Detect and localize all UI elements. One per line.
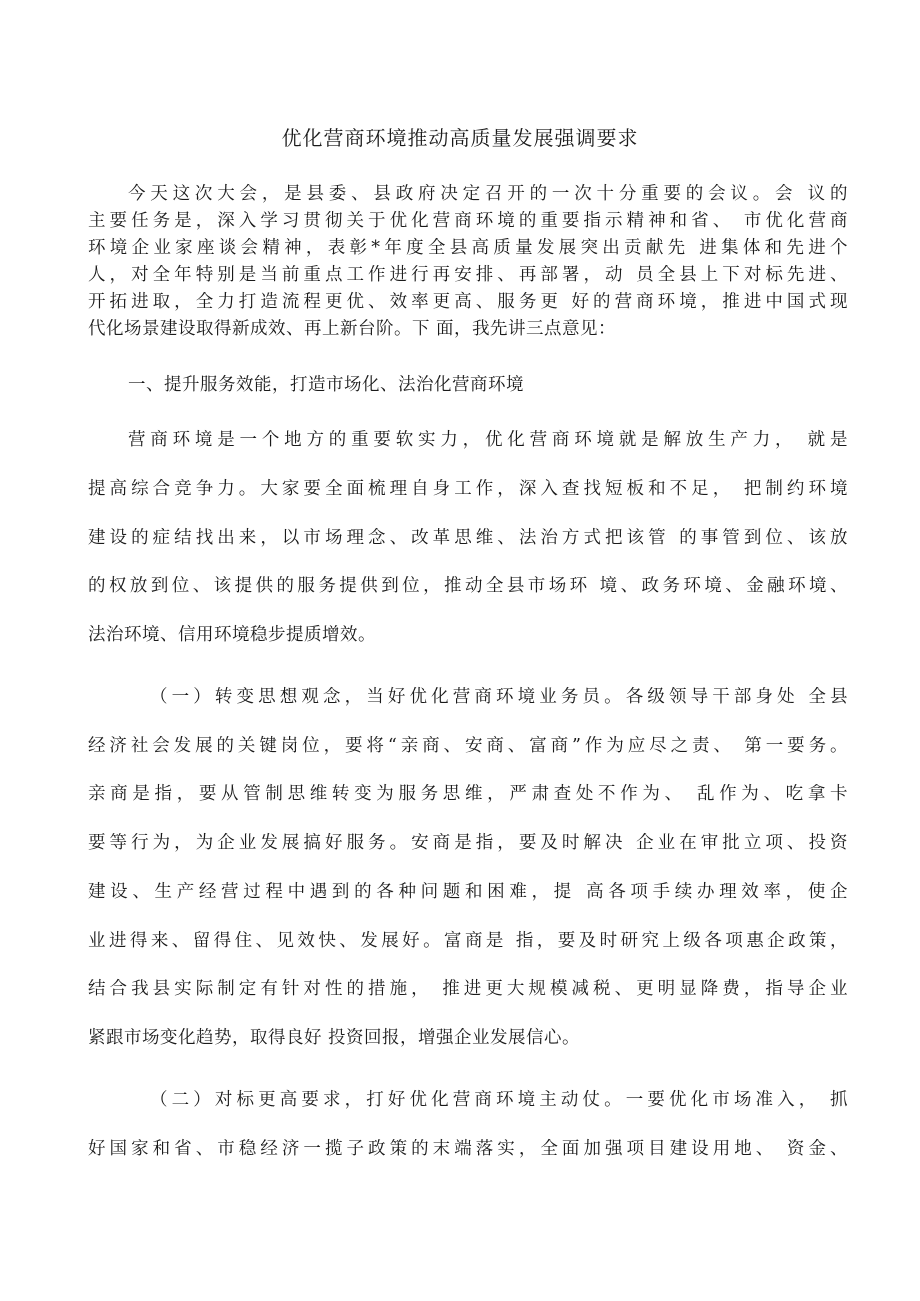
intro-line: 环境企业家座谈会精神，表彰*年度全县高质量发展突出贡献先 进集体和先进个 bbox=[88, 238, 848, 258]
intro-line: 开拓进取，全力打造流程更优、效率更高、服务更 好的营商环境，推进中国式现 bbox=[88, 292, 848, 312]
sub1-line: 经济社会发展的关键岗位，要将“亲商、安商、富商”作为应尽之责、 第一要务。 bbox=[88, 736, 848, 756]
section-heading: 一、提升服务效能，打造市场化、法治化营商环境 bbox=[128, 375, 524, 395]
sub1-line: 结合我县实际制定有针对性的措施， 推进更大规模减税、更明显降费，指导企业 bbox=[88, 979, 848, 999]
sub1-line: 亲商是指，要从管制思维转变为服务思维，严肃查处不作为、 乱作为、吃拿卡 bbox=[88, 784, 848, 804]
section1-line: 营商环境是一个地方的重要软实力，优化营商环境就是解放生产力， 就是 bbox=[128, 430, 848, 450]
sub1-line: 业进得来、留得住、见效快、发展好。富商是 指，要及时研究上级各项惠企政策， bbox=[88, 931, 848, 951]
intro-line: 主要任务是，深入学习贯彻关于优化营商环境的重要指示精神和省、 市优化营商 bbox=[88, 211, 848, 231]
document-title: 优化营商环境推动高质量发展强调要求 bbox=[281, 126, 639, 150]
sub1-line: 紧跟市场变化趋势，取得良好 投资回报，增强企业发展信心。 bbox=[88, 1028, 581, 1048]
intro-line: 代化场景建设取得新成效、再上新台阶。下 面，我先讲三点意见： bbox=[88, 319, 617, 339]
sub1-line: （一）转变思想观念，当好优化营商环境业务员。各级领导干部身处 全县 bbox=[150, 687, 848, 707]
section1-line: 提高综合竞争力。大家要全面梳理自身工作，深入查找短板和不足， 把制约环境 bbox=[88, 479, 848, 499]
section1-line: 法治环境、信用环境稳步提质增效。 bbox=[88, 625, 376, 645]
sub1-line: 建设、生产经营过程中遇到的各种问题和困难，提 高各项手续办理效率，使企 bbox=[88, 882, 848, 902]
intro-line: 今天这次大会，是县委、县政府决定召开的一次十分重要的会议。会 议的 bbox=[128, 184, 848, 204]
intro-line: 人，对全年特别是当前重点工作进行再安排、再部署，动 员全县上下对标先进、 bbox=[88, 265, 848, 285]
sub2-line: 好国家和省、市稳经济一揽子政策的末端落实，全面加强项目建设用地、 资金、 bbox=[88, 1139, 848, 1159]
section1-line: 的权放到位、该提供的服务提供到位，推动全县市场环 境、政务环境、金融环境、 bbox=[88, 576, 848, 596]
sub2-line: （二）对标更高要求，打好优化营商环境主动仗。一要优化市场准入， 抓 bbox=[150, 1090, 848, 1110]
section1-line: 建设的症结找出来，以市场理念、改革思维、法治方式把该管 的事管到位、该放 bbox=[88, 528, 848, 548]
sub1-line: 要等行为，为企业发展搞好服务。安商是指，要及时解决 企业在审批立项、投资 bbox=[88, 833, 848, 853]
